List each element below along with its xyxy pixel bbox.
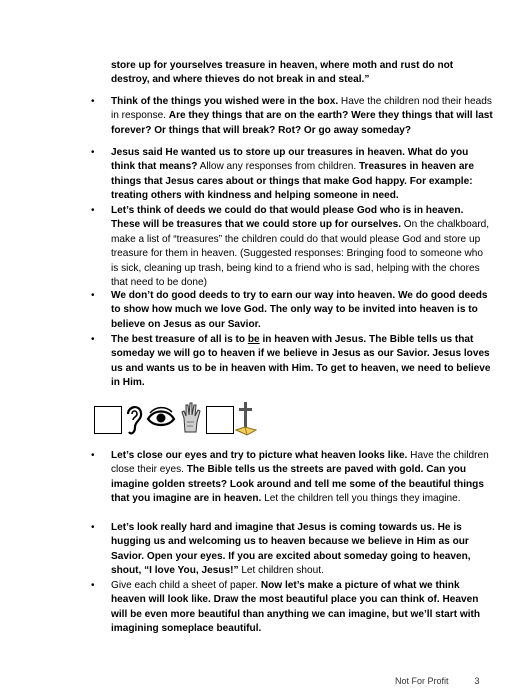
bullet-item-good-deeds: We don’t do good deeds to try to earn our way into heaven. We do good deeds to show how much we love God. The only way to be invited into heaven is to believe on Jesus as our Savior. [111,290,488,330]
underlined-word: be [247,334,260,345]
bullet-glyph: • [91,147,95,158]
cross-bible-icon [235,400,257,438]
empty-box-icon [206,406,234,434]
empty-box-icon [94,406,122,434]
page-footer [395,676,480,686]
bullet-normal-text: Have the children nod their heads in response. [111,96,492,122]
hand-icon [179,400,203,434]
bullet-bold-text: Treasures in heaven are things that Jesus cares about or things that make God happy. For example: treating others with kindness and helping someone in need. [111,161,474,202]
bullet-item-best-treasure [111,333,493,391]
bullet-bold-text: Jesus said He wanted us to store up our treasures in heaven. What do you think that means? [111,147,469,173]
bullet-bold-text: Are they things that are on the earth? Were they things that will last forever? Or things that will break? Rot? Or go away someday? [111,110,493,136]
bullet-bold-text: in heaven with Jesus. The Bible tells us that someday we will go to heaven if we believe in Jesus as our Savior. Jesus loves us and wants us to be in heaven with Him. To get to heaven, we need to believe in Him. [111,334,491,389]
bullet-glyph: • [91,334,95,345]
bullet-bold-text: Let’s look really hard and imagine that Jesus is coming towards us. He is hugging us and welcoming us to heaven because we believe in Him as our Savior. Open your eyes. If you are excited about someday going to heaven, shout, “I love You, Jesus!” [111,522,471,577]
ear-icon [124,402,144,438]
bullet-normal-text: Let the children tell you things they imagine. [261,493,461,505]
bullet-item-draw-picture [111,579,493,637]
bullet-bold-text: Now let’s make a picture of what we think heaven will look like. Draw the most beautiful place you can think of. Heaven will be even more beautiful than anything we can imagine, but we’ll start with imagining someplace beautiful. [111,580,481,635]
bullet-item-picture-heaven [111,449,493,507]
bullet-glyph: • [91,580,95,591]
bullet-normal-text: Give each child a sheet of paper. [111,580,261,591]
bullet-glyph: • [91,205,95,216]
bullet-bold-text: Let’s think of deeds we could do that would please God who is in heaven. These will be treasures that we could store up for ourselves. [111,205,464,231]
bullet-normal-text: Allow any responses from children. [197,161,359,173]
bullet-bold-text: The best treasure of all is to [111,334,248,345]
bullet-glyph: • [91,450,95,461]
bullet-normal-text: On the chalkboard, make a list of “treasures” the children could do that would please God and store up treasure for them in heaven. (Suggested responses: Bringing food to someone who is sick, cleaning up trash, being kind to a friend who is sad, helping with the chores that need to be done) [111,219,490,289]
bullet-normal-text: Have the children close their eyes. [111,450,489,476]
intro-quote: store up for yourselves treasure in heaven, where moth and rust do not destroy, and where thieves do not break in and steal.” [111,60,454,86]
bullet-item-deeds [111,204,493,290]
bullet-bold-text: Think of the things you wished were in the box. [111,96,339,107]
bullet-item-jesus-coming [111,521,493,579]
page-number: 3 [474,676,480,686]
bullet-bold-text: The Bible tells us the streets are paved with gold. Can you imagine golden streets? Look around and tell me some of the beautiful things that you imagine are in heaven. [111,464,484,505]
bullet-bold-text: Let’s close our eyes and try to picture what heaven looks like. [111,450,408,461]
bullet-glyph: • [91,290,95,301]
bullet-item-treasures-heaven [111,146,493,204]
bullet-normal-text: Let children shout. [238,565,324,577]
bullet-glyph: • [91,96,95,107]
eye-icon [146,406,176,432]
footer-label: Not For Profit [395,676,449,686]
bullet-item-box-things [111,95,493,138]
bullet-glyph: • [91,522,95,533]
